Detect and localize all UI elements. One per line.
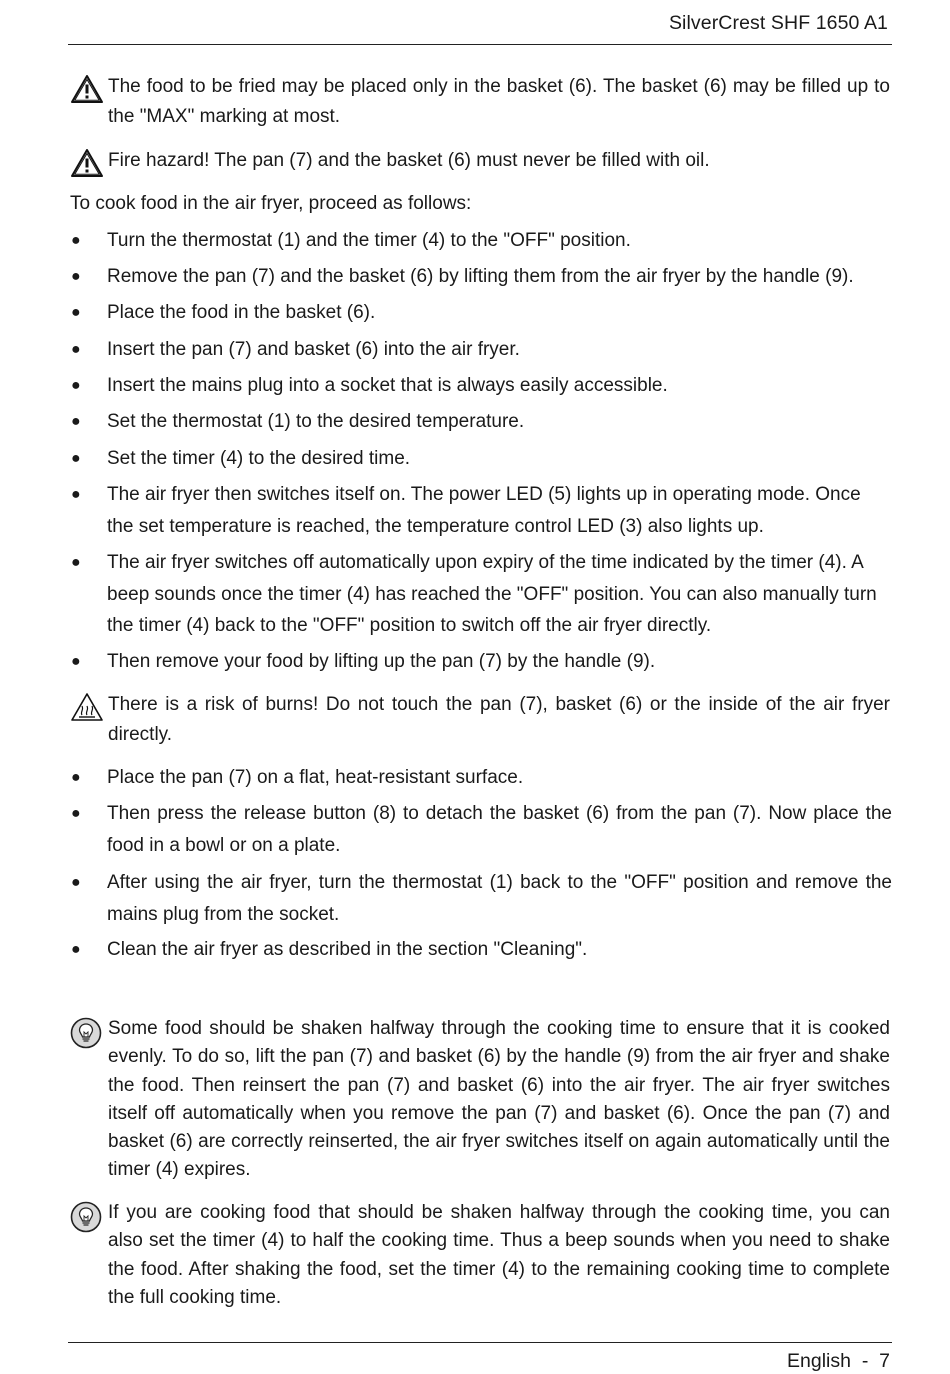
list-item: ● The air fryer then switches itself on. The power LED (5) lights up in operating mode. Once the set temperature is reached, the temperature control LED (3) also lights up. [70,479,892,542]
tip-text: Some food should be shaken halfway through the cooking time to ensure that it is cooked evenly. To do so, lift the pan (7) and basket (6) by the handle (9) from the air fryer and shake the food. Then reinsert the pan (7) and basket (6) into the air fryer. The air fryer switches itself off automatically when you remove the pan (7) and basket (6). Once the pan (7) and basket (6) are correctly reinserted, the air fryer switches itself on again automatically until the timer (4) expires. [108,1018,890,1181]
bullet-icon: ● [71,486,81,503]
bullet-icon: ● [71,941,81,958]
warning-text: The food to be fried may be placed only in the basket (6). The basket (6) may be filled up to the "MAX" marking at most. [108,76,890,127]
bullet-icon: ● [71,805,81,822]
header-divider [68,44,892,45]
list-item: ● After using the air fryer, turn the thermostat (1) back to the "OFF" position and remove the mains plug from the socket. [70,867,892,930]
list-item: ● Insert the pan (7) and basket (6) into the air fryer. [70,334,892,366]
warning-triangle-icon [70,72,108,132]
list-item: ● Then remove your food by lifting up the pan (7) by the handle (9). [70,646,892,678]
tip-note [70,1199,890,1312]
page-number: English - 7 [787,1350,890,1372]
bullet-icon: ● [71,413,81,430]
intro-paragraph: To cook food in the air fryer, proceed as follows: [70,193,472,214]
footer-divider [68,1342,892,1343]
bullet-icon: ● [71,341,81,358]
bullet-icon: ● [71,554,81,571]
list-item: ● Place the food in the basket (6). [70,297,892,329]
bullet-icon: ● [71,450,81,467]
burn-warning-note [70,690,890,750]
page-footer [787,1350,890,1373]
list-item: ● Then press the release button (8) to detach the basket (6) from the pan (7). Now place the food in a bowl or on a plate. [70,798,892,861]
warning-text: Fire hazard! The pan (7) and the basket (6) must never be filled with oil. [108,150,710,171]
list-item: ● Turn the thermostat (1) and the timer (4) to the "OFF" position. [70,225,892,257]
list-item: ● Set the timer (4) to the desired time. [70,443,892,475]
bullet-icon: ● [71,874,81,891]
list-item: ● Set the thermostat (1) to the desired temperature. [70,406,892,438]
hot-surface-warning-icon [70,690,108,750]
warning-note [70,146,890,178]
warning-triangle-icon [70,146,108,178]
list-item: ● Clean the air fryer as described in the section "Cleaning". [70,934,892,966]
bullet-icon: ● [71,377,81,394]
bullet-icon: ● [71,653,81,670]
list-item: ● Remove the pan (7) and the basket (6) by lifting them from the air fryer by the handle (9). [70,261,892,293]
bullet-icon: ● [71,268,81,285]
tip-note [70,1015,890,1185]
warning-note [70,72,890,132]
list-item: ● Place the pan (7) on a flat, heat-resistant surface. [70,762,892,794]
lightbulb-tip-icon [70,1199,108,1312]
bullet-icon: ● [71,769,81,786]
list-item: ● Insert the mains plug into a socket that is always easily accessible. [70,370,892,402]
burn-warning-text: There is a risk of burns! Do not touch the pan (7), basket (6) or the inside of the air fryer directly. [108,694,890,745]
bullet-icon: ● [71,232,81,249]
tip-text: If you are cooking food that should be shaken halfway through the cooking time, you can also set the timer (4) to half the cooking time. Thus a beep sounds when you need to shake the food. After shaking the food, set the timer (4) to the remaining cooking time to complete the full cooking time. [108,1202,890,1308]
document-header-title: SilverCrest SHF 1650 A1 [668,12,888,34]
list-item: ● The air fryer switches off automatically upon expiry of the time indicated by the timer (4). A beep sounds once the timer (4) has reached the "OFF" position. You can also manually turn the timer (4) back to the "OFF" position to switch off the air fryer directly. [70,547,892,642]
bullet-icon: ● [71,304,81,321]
lightbulb-tip-icon [70,1015,108,1185]
